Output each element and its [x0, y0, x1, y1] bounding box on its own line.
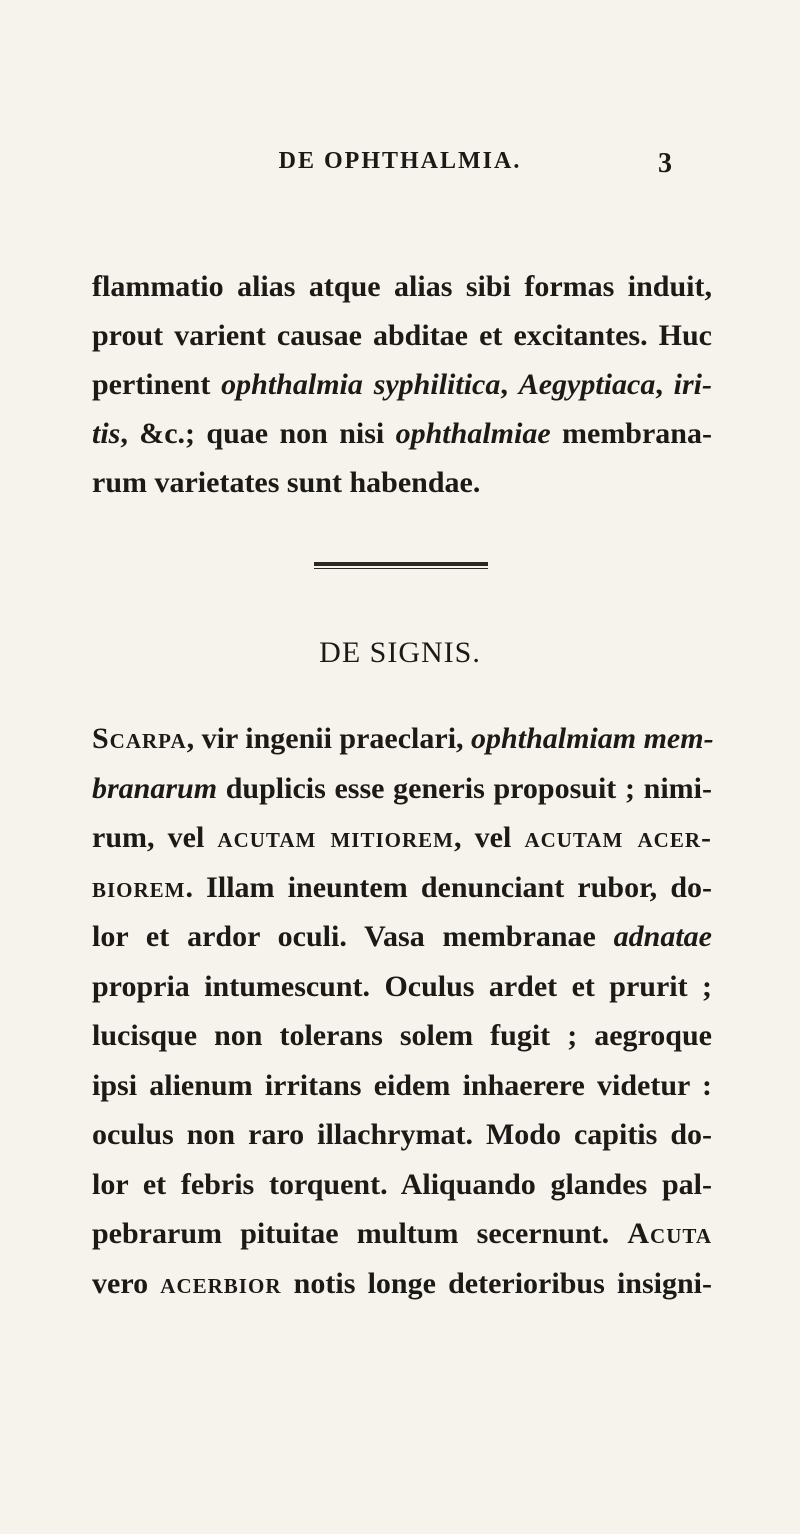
text-span: vero: [92, 1266, 161, 1300]
section-heading: DE SIGNIS.: [319, 636, 481, 669]
text-span: rum, vel: [92, 821, 218, 854]
paragraph-signs: [92, 714, 712, 1308]
text-span: , &c.; quae non nisi: [120, 417, 396, 450]
text-span: lor et ardor oculi. Vasa membranae: [92, 920, 614, 953]
text-line: rum varietates sunt habendae.: [92, 466, 481, 499]
smallcaps-term: Acuta: [627, 1217, 712, 1250]
text-line: [92, 714, 712, 764]
italic-term: adnatae: [613, 920, 712, 953]
text-line: [92, 1259, 712, 1309]
section-divider-thick: [314, 562, 488, 566]
italic-term: ophthalmia syphilitica: [221, 368, 501, 401]
text-span: membrana-: [550, 417, 712, 450]
running-head: [0, 148, 800, 188]
author-name: Scarpa: [92, 722, 187, 755]
paragraph-intro: [92, 262, 712, 507]
text-line: [92, 360, 712, 409]
italic-term: branarum: [92, 771, 218, 805]
page-number: 3: [658, 148, 672, 179]
smallcaps-term: acutam acer-: [524, 821, 713, 854]
smallcaps-term: acerbior: [160, 1266, 282, 1300]
text-line: oculus non raro illachrymat. Modo capitis do-: [92, 1118, 712, 1151]
text-line: [92, 912, 712, 962]
text-line: [92, 764, 712, 814]
text-span: pertinent: [92, 368, 222, 401]
text-line: flammatio alias atque alias sibi formas induit,: [92, 270, 712, 303]
text-line: prout varient causae abditae et excitantes. Huc: [92, 319, 712, 352]
text-span: pebrarum pituitae multum secernunt.: [92, 1217, 628, 1250]
section-divider-thin: [314, 568, 488, 569]
text-span: . Illam ineuntem denunciant rubor, do-: [185, 870, 712, 904]
text-line: [92, 863, 712, 913]
text-span: duplicis esse generis proposuit ; nimi-: [217, 771, 712, 805]
text-line: [92, 1209, 712, 1259]
smallcaps-term: acutam mitiorem: [217, 821, 454, 854]
text-span: ,: [655, 368, 674, 401]
text-line: ipsi alienum irritans eidem inhaerere videtur :: [92, 1068, 712, 1102]
italic-term: tis: [92, 417, 121, 450]
text-line: lucisque non tolerans solem fugit ; aegroque: [92, 1019, 712, 1052]
text-line: lor et febris torquent. Aliquando glandes pal-: [92, 1167, 712, 1201]
running-title: DE OPHTHALMIA.: [278, 148, 522, 174]
italic-term: iri-: [673, 368, 712, 401]
text-line: [92, 409, 712, 458]
italic-term: ophthalmiam mem-: [471, 722, 714, 755]
italic-term: Aegyptiaca: [518, 368, 656, 401]
text-span: , vir ingenii praeclari,: [186, 722, 472, 755]
italic-term: ophthalmiae: [395, 417, 551, 450]
text-span: , vel: [454, 821, 525, 854]
text-span: ,: [500, 368, 519, 401]
smallcaps-term: biorem: [92, 870, 186, 904]
text-line: [92, 813, 712, 863]
text-span: notis longe deterioribus insigni-: [281, 1266, 712, 1300]
text-line: propria intumescunt. Oculus ardet et prurit ;: [92, 969, 712, 1003]
